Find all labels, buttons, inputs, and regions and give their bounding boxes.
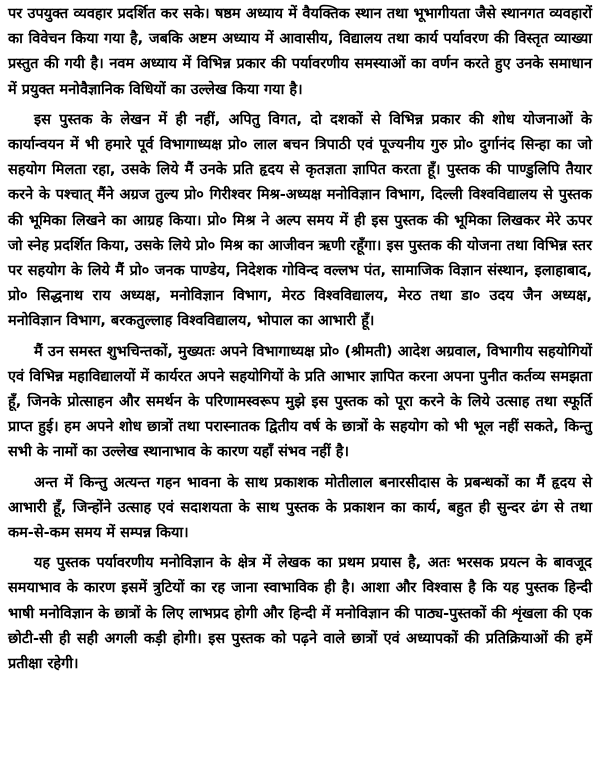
paragraph-closing: यह पुस्तक पर्यावरणीय मनोविज्ञान के क्षेत्र में लेखक का प्रथम प्रयास है, अतः भरसक प्रयत्न के बावजूद समयाभाव के कारण इसमें त्रुटियों का रह जाना स्वाभाविक ही है। आशा और विश्वास है कि यह पुस्तक हिन्दी भाषी मनोविज्ञान के छात्रों के लिए लाभप्रद होगी और हिन्दी में मनोविज्ञान की पाठ्य-पुस्तकों की शृंखला की एक छोटी-सी ही सही अगली कड़ी होगी। इस पुस्तक को पढ़ने वाले छात्रों एवं अध्यापकों की प्रतिक्रियाओं की हमें प्रतीक्षा रहेगी।	[8, 555, 592, 673]
paragraph-acknowledgement-publisher: अन्त में किन्तु अत्यन्त गहन भावना के साथ प्रकाशक मोतीलाल बनारसीदास के प्रबन्धकों का मैं हृदय से आभारी हूँ, जिन्होंने उत्साह एवं सदाशयता के साथ पुस्तक के प्रकाशन का कार्य, बहुत ही सुन्दर ढंग से तथा कम-से-कम समय में सम्पन्न किया।	[8, 474, 592, 542]
paragraph-acknowledgement-teachers: इस पुस्तक के लेखन में ही नहीं, अपितु विगत, दो दशकों से विभिन्न प्रकार की शोध योजनाओं के कार्यान्वयन में भी हमारे पूर्व विभागाध्यक्ष प्रो० लाल बचन त्रिपाठी एवं पूज्यनीय गुरु प्रो० दुर्गानंद सिन्हा का जो सहयोग मिलता रहा, उसके लिये मैं उनके प्रति हृदय से कृतज्ञता ज्ञापित करता हूँ। पुस्तक की पाण्डुलिपि तैयार करने के पश्चात् मैंने अग्रज तुल्य प्रो० गिरीश्वर मिश्र-अध्यक्ष मनोविज्ञान विभाग, दिल्ली विश्वविद्यालय से पुस्तक की भूमिका लिखने का आग्रह किया। प्रो० मिश्र ने अल्प समय में ही इस पुस्तक की भूमिका लिखकर मेरे ऊपर जो स्नेह प्रदर्शित किया, उसके लिये प्रो० मिश्र का आजीवन ऋणी रहूँगा। इस पुस्तक की योजना तथा विभिन्न स्तर पर सहयोग के लिये मैं प्रो० जनक पाण्डेय, निदेशक गोविन्द वल्लभ पंत, सामाजिक विज्ञान संस्थान, इलाहाबाद, प्रो० सिद्धनाथ राय अध्यक्ष, मनोविज्ञान विभाग, मेरठ विश्वविद्यालय, मेरठ तथा डा० उदय जैन अध्यक्ष, मनोविज्ञान विभाग, बरकतुल्लाह विश्वविद्यालय, भोपाल का आभारी हूँ।	[8, 111, 592, 330]
paragraph-chapter-summary: पर उपयुक्त व्यवहार प्रदर्शित कर सके। षष्ठम अध्याय में वैयक्तिक स्थान तथा भूभागीयता जैसे स्थानगत व्यवहारों का विवेचन किया गया है, जबकि अष्टम अध्याय में आवासीय, विद्यालय तथा कार्य पर्यावरण की विस्तृत व्याख्या प्रस्तुत की गयी है। नवम अध्याय में विभिन्न प्रकार की पर्यावरणीय समस्याओं का वर्णन करते हुए उनके समाधान में प्रयुक्त मनोवैज्ञानिक विधियों का उल्लेख किया गया है।	[8, 6, 592, 98]
paragraph-acknowledgement-colleagues: मैं उन समस्त शुभचिन्तकों, मुख्यतः अपने विभागाध्यक्ष प्रो० (श्रीमती) आदेश अग्रवाल, विभागीय सहयोगियों एवं विभिन्न महाविद्यालयों में कार्यरत अपने सहयोगियों के प्रति आभार ज्ञापित करना अपना पुनीत कर्तव्य समझता हूँ, जिनके प्रोत्साहन और समर्थन के परिणामस्वरूप मुझे इस पुस्तक को पूरा करने के लिये उत्साह तथा स्फूर्ति प्राप्त हुई। हम अपने शोध छात्रों तथा परास्नातक द्वितीय वर्ष के छात्रों के सहयोग को भी भूल नहीं सकते, किन्तु सभी के नामों का उल्लेख स्थानाभाव के कारण यहाँ संभव नहीं है।	[8, 343, 592, 461]
